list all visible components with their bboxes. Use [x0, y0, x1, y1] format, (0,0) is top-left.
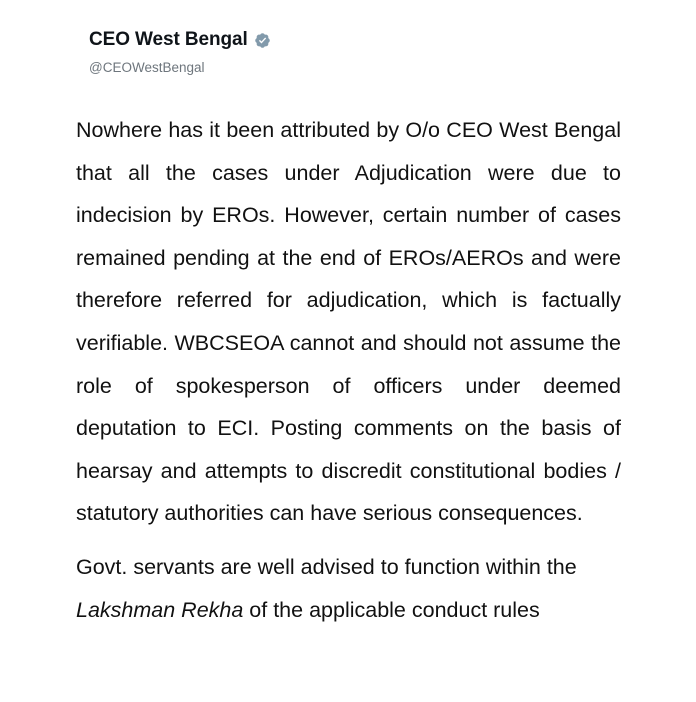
paragraph-2-start: Govt. servants are well advised to function within the — [76, 554, 577, 579]
tweet-text — [76, 109, 621, 631]
paragraph-2-italic: Lakshman Rekha — [76, 597, 244, 622]
paragraph-2-end: of the applicable conduct rules — [243, 597, 540, 622]
display-name[interactable]: CEO West Bengal — [89, 29, 248, 50]
name-row — [89, 28, 271, 52]
tweet-paragraph-2 — [76, 546, 621, 631]
user-handle[interactable]: @CEOWestBengal — [89, 60, 205, 75]
tweet-paragraph-1: Nowhere has it been attributed by O/o CEO West Bengal that all the cases under Adjudication were due to indecision by EROs. However, certain number of cases remained pending at the end of EROs/AEROs and were therefore referred for adjudication, which is factually verifiable. WBCSEOA cannot and should not assume the role of spokesperson of officers under deemed deputation to ECI. Posting comments on the basis of hearsay and attempts to discredit constitutional bodies / statutory authorities can have serious consequences. — [76, 118, 621, 526]
verified-badge-icon — [254, 32, 271, 49]
tweet-header — [89, 28, 271, 75]
